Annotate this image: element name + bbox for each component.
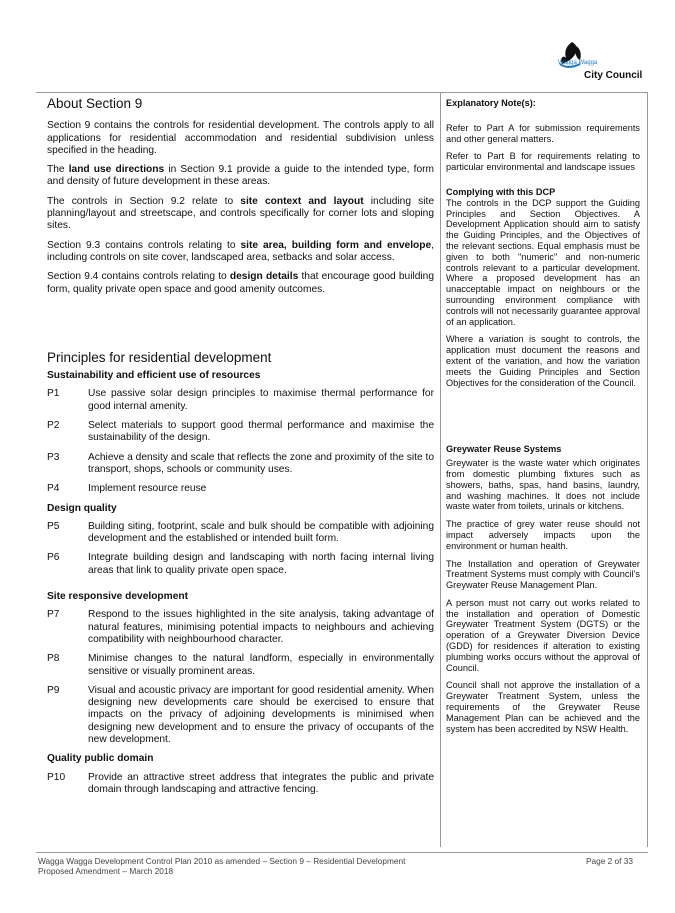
logo-small-text: Wagga Wagga [558,60,598,66]
principle-item: P2 Select materials to support good thermal performance and maximise the sustainability of the design. [47,420,434,444]
principle-item: P10 Provide an attractive street address that integrates the public and private domain through landscaping and attractive fencing. [47,771,434,795]
about-paragraph: Section 9 contains the controls for residential development. The controls apply to all applications for residential accommodation and residential subdivision unless specified in the heading. [47,120,434,156]
note-paragraph: The Installation and operation of Greywater Treatment Systems must comply with Council’s Greywater Reuse Management Plan. [446,558,640,591]
greywater-title: Greywater Reuse Systems [446,444,562,455]
principle-item: P7 Respond to the issues highlighted in the site analysis, taking advantage of natural features, minimising potential impacts to neighbours and achieving compatibility with neighbourhood character. [47,609,434,645]
group-heading: Sustainability and efficient use of resources [47,370,261,382]
sidebar-notes [446,98,640,741]
principle-item: P1 Use passive solar design principles to maximise thermal performance for good internal amenity. [47,388,434,412]
column-divider [440,92,441,847]
note-paragraph: Council shall not approve the installation of a Greywater Treatment System, unless the requirements of the Greywater Reuse Management Plan can be achieved and the system has been accredited by NSW Health. [446,680,640,734]
about-paragraph: Section 9.4 contains controls relating to design details that encourage good building form, quality private open space and good amenity outcomes. [47,271,435,295]
note-paragraph: Refer to Part B for requirements relating to particular environmental and landscape issues [446,151,640,173]
note-paragraph: A person must not carry out works related to the installation and operation of Domestic Greywater Treatment System (DGTS) or the operation of a Greywater Diversion Device (GDD) for residences if alteration to existing plumbing works occurs without the approval of Council. [446,597,640,673]
group-sustainability [47,370,434,495]
note-paragraph: Where a variation is sought to controls, the application must document the reasons and extent of the variation, and how the variation meets the Guiding Principles and Section Objectives for the consideration of the Council. [446,334,640,388]
about-paragraph: The land use directions in Section 9.1 provide a guide to the intended type, form and density of future development in these areas. [47,164,435,188]
principle-item: P6 Integrate building design and landscaping with north facing internal living areas that link to quality private open space. [47,552,434,576]
group-heading: Quality public domain [47,753,154,765]
footer-doc-title: Wagga Wagga Development Control Plan 2010 as amended – Section 9 – Residential Development [38,856,406,866]
principle-item: P5 Building siting, footprint, scale and bulk should be compatible with adjoining development and the established or intended built form. [47,520,434,545]
right-border [647,92,648,847]
about-paragraph: The controls in Section 9.2 relate to site context and layout including site planning/layout and streetscape, and controls specifically for corner lots and sloping sites. [47,195,434,232]
note-paragraph: The practice of grey water reuse should not impact adversely impacts upon the environment or human health. [446,519,640,551]
footer-amendment: Proposed Amendment – March 2018 [38,866,174,876]
principles-title: Principles for residential development [47,349,272,365]
note-paragraph: Greywater is the waste water which originates from domestic plumbing fixtures such as showers, baths, spas, hand basins, laundry, and washing machines. It does not include waste water from toilets, urinals or kitchens. [446,458,640,512]
main-column [47,98,434,803]
group-design-quality [47,503,434,577]
principle-item: P9 Visual and acoustic privacy are important for good residential amenity. When designing new developments care should be exercised to ensure that impacts on the privacy of adjoining developments is minimised when designing new development and to ensure the privacy of occupants of the new development. [47,684,434,745]
page-footer [36,852,648,876]
about-paragraph: Section 9.3 contains controls relating to site area, building form and envelope, including controls on site cover, landscaped area, setbacks and solar access. [47,239,434,263]
principle-item: P4 Implement resource reuse [47,483,207,495]
principle-item: P3 Achieve a density and scale that reflects the zone and proximity of the site to transport, shops, schools or community uses. [47,451,434,475]
group-site-responsive [47,591,434,746]
page-number: Page 2 of 33 [585,856,633,866]
logo-city-council: City Council [584,70,643,81]
note-paragraph: The controls in the DCP support the Guiding Principles and Section Objectives. A Development Application should aim to satisfy the Guiding Principles, and the Objectives of the relevant sections. Equal emphasis must be given to both "numeric" and non-numeric controls relevant to a particular development. Where a proposed development has an unacceptable impact on neighbours or the surrounding environment compliance with controls will not necessarily guarantee approval of an application. [446,197,640,327]
explanatory-notes-title: Explanatory Note(s): [446,98,536,108]
principle-item: P8 Minimise changes to the natural landform, especially in environmentally sensitive or visually prominent areas. [47,653,434,677]
about-section-title: About Section 9 [47,96,143,111]
top-rule [36,92,648,93]
group-heading: Design quality [47,502,117,514]
note-paragraph: Refer to Part A for submission requirements and other general matters. [446,122,640,144]
group-public-domain [47,753,434,796]
group-heading: Site responsive development [47,591,188,603]
complying-title: Complying with this DCP [446,186,556,197]
